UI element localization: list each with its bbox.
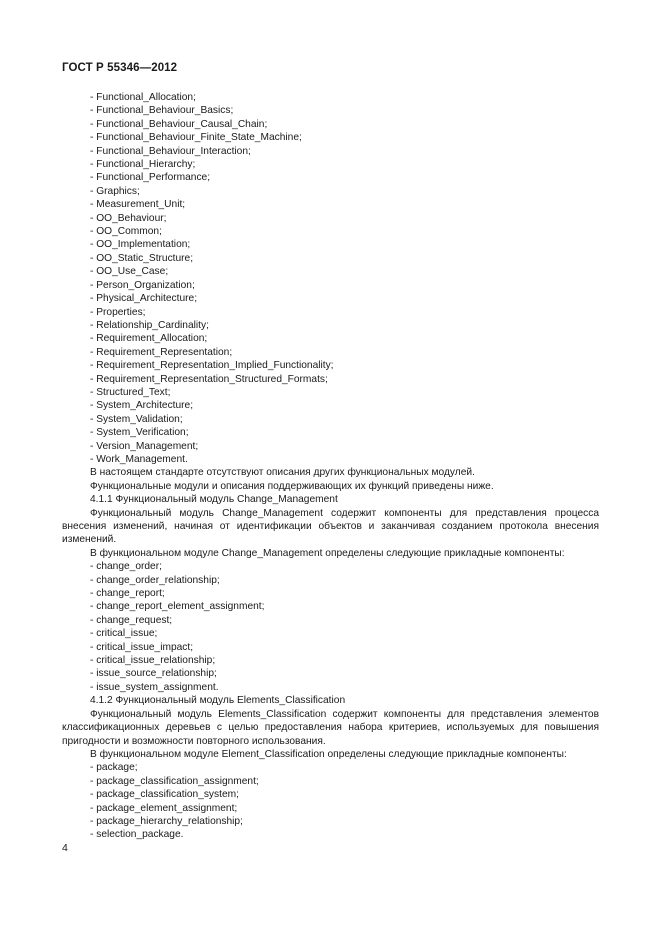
list-item: - Functional_Behaviour_Finite_State_Machine; bbox=[62, 131, 599, 144]
list-item: - Functional_Performance; bbox=[62, 171, 599, 184]
list-item: - Structured_Text; bbox=[62, 386, 599, 399]
list-item: - Properties; bbox=[62, 306, 599, 319]
list-item: - package_hierarchy_relationship; bbox=[62, 815, 599, 828]
section-description-4-1-2: Функциональный модуль Elements_Classification содержит компоненты для представления элементов классификационных деревьев с целью предоставления набора критериев, используемых для повышения пригодности и возможности повторного использования. bbox=[62, 708, 599, 747]
list-item: - Physical_Architecture; bbox=[62, 292, 599, 305]
list-item: - critical_issue; bbox=[62, 627, 599, 640]
list-item: - OO_Common; bbox=[62, 225, 599, 238]
list-item: - selection_package. bbox=[62, 828, 599, 841]
list-item: - Functional_Allocation; bbox=[62, 91, 599, 104]
list-item: - change_order; bbox=[62, 560, 599, 573]
list-item: - critical_issue_relationship; bbox=[62, 654, 599, 667]
list-item: - Work_Management. bbox=[62, 453, 599, 466]
list-item: - package_classification_system; bbox=[62, 788, 599, 801]
list-item: - OO_Use_Case; bbox=[62, 265, 599, 278]
functional-modules-list bbox=[62, 91, 599, 466]
page-number: 4 bbox=[62, 842, 68, 854]
list-item: - change_order_relationship; bbox=[62, 574, 599, 587]
list-item: - Functional_Behaviour_Causal_Chain; bbox=[62, 118, 599, 131]
list-item: - Requirement_Representation; bbox=[62, 346, 599, 359]
change-management-components-list bbox=[62, 560, 599, 694]
list-item: - Requirement_Representation_Implied_Functionality; bbox=[62, 359, 599, 372]
paragraph-modules-listed: Функциональные модули и описания поддерживающих их функций приведены ниже. bbox=[90, 480, 494, 492]
page-content bbox=[62, 91, 599, 842]
list-item: - Requirement_Representation_Structured_Formats; bbox=[62, 373, 599, 386]
paragraph-no-descriptions: В настоящем стандарте отсутствуют описания других функциональных модулей. bbox=[90, 467, 475, 479]
list-item: - Functional_Behaviour_Interaction; bbox=[62, 145, 599, 158]
list-item: - Requirement_Allocation; bbox=[62, 332, 599, 345]
list-item: - Functional_Hierarchy; bbox=[62, 158, 599, 171]
list-item: - change_report_element_assignment; bbox=[62, 600, 599, 613]
list-item: - issue_source_relationship; bbox=[62, 667, 599, 680]
list-item: - Relationship_Cardinality; bbox=[62, 319, 599, 332]
list-item: - Functional_Behaviour_Basics; bbox=[62, 104, 599, 117]
section-intro-4-1-1: В функциональном модуле Change_Management определены следующие прикладные компоненты: bbox=[90, 547, 565, 559]
section-heading-4-1-1: 4.1.1 Функциональный модуль Change_Management bbox=[90, 494, 338, 506]
elements-classification-components-list bbox=[62, 761, 599, 841]
list-item: - package; bbox=[62, 761, 599, 774]
list-item: - package_element_assignment; bbox=[62, 802, 599, 815]
section-heading-4-1-2: 4.1.2 Функциональный модуль Elements_Classification bbox=[90, 695, 346, 707]
list-item: - OO_Implementation; bbox=[62, 238, 599, 251]
section-description-4-1-1: Функциональный модуль Change_Management содержит компоненты для представления процесса внесения изменений, начиная от идентификации объектов и заканчивая созданием протокола внесения изменений. bbox=[62, 507, 599, 546]
list-item: - OO_Static_Structure; bbox=[62, 252, 599, 265]
list-item: - change_request; bbox=[62, 614, 599, 627]
document-header: ГОСТ Р 55346—2012 bbox=[62, 62, 178, 74]
list-item: - Measurement_Unit; bbox=[62, 198, 599, 211]
list-item: - System_Verification; bbox=[62, 426, 599, 439]
list-item: - critical_issue_impact; bbox=[62, 641, 599, 654]
list-item: - Graphics; bbox=[62, 185, 599, 198]
list-item: - package_classification_assignment; bbox=[62, 775, 599, 788]
section-intro-4-1-2: В функциональном модуле Element_Classification определены следующие прикладные компоненты: bbox=[90, 748, 567, 760]
list-item: - issue_system_assignment. bbox=[62, 681, 599, 694]
list-item: - System_Architecture; bbox=[62, 399, 599, 412]
list-item: - change_report; bbox=[62, 587, 599, 600]
list-item: - System_Validation; bbox=[62, 413, 599, 426]
list-item: - OO_Behaviour; bbox=[62, 212, 599, 225]
list-item: - Version_Management; bbox=[62, 440, 599, 453]
list-item: - Person_Organization; bbox=[62, 279, 599, 292]
